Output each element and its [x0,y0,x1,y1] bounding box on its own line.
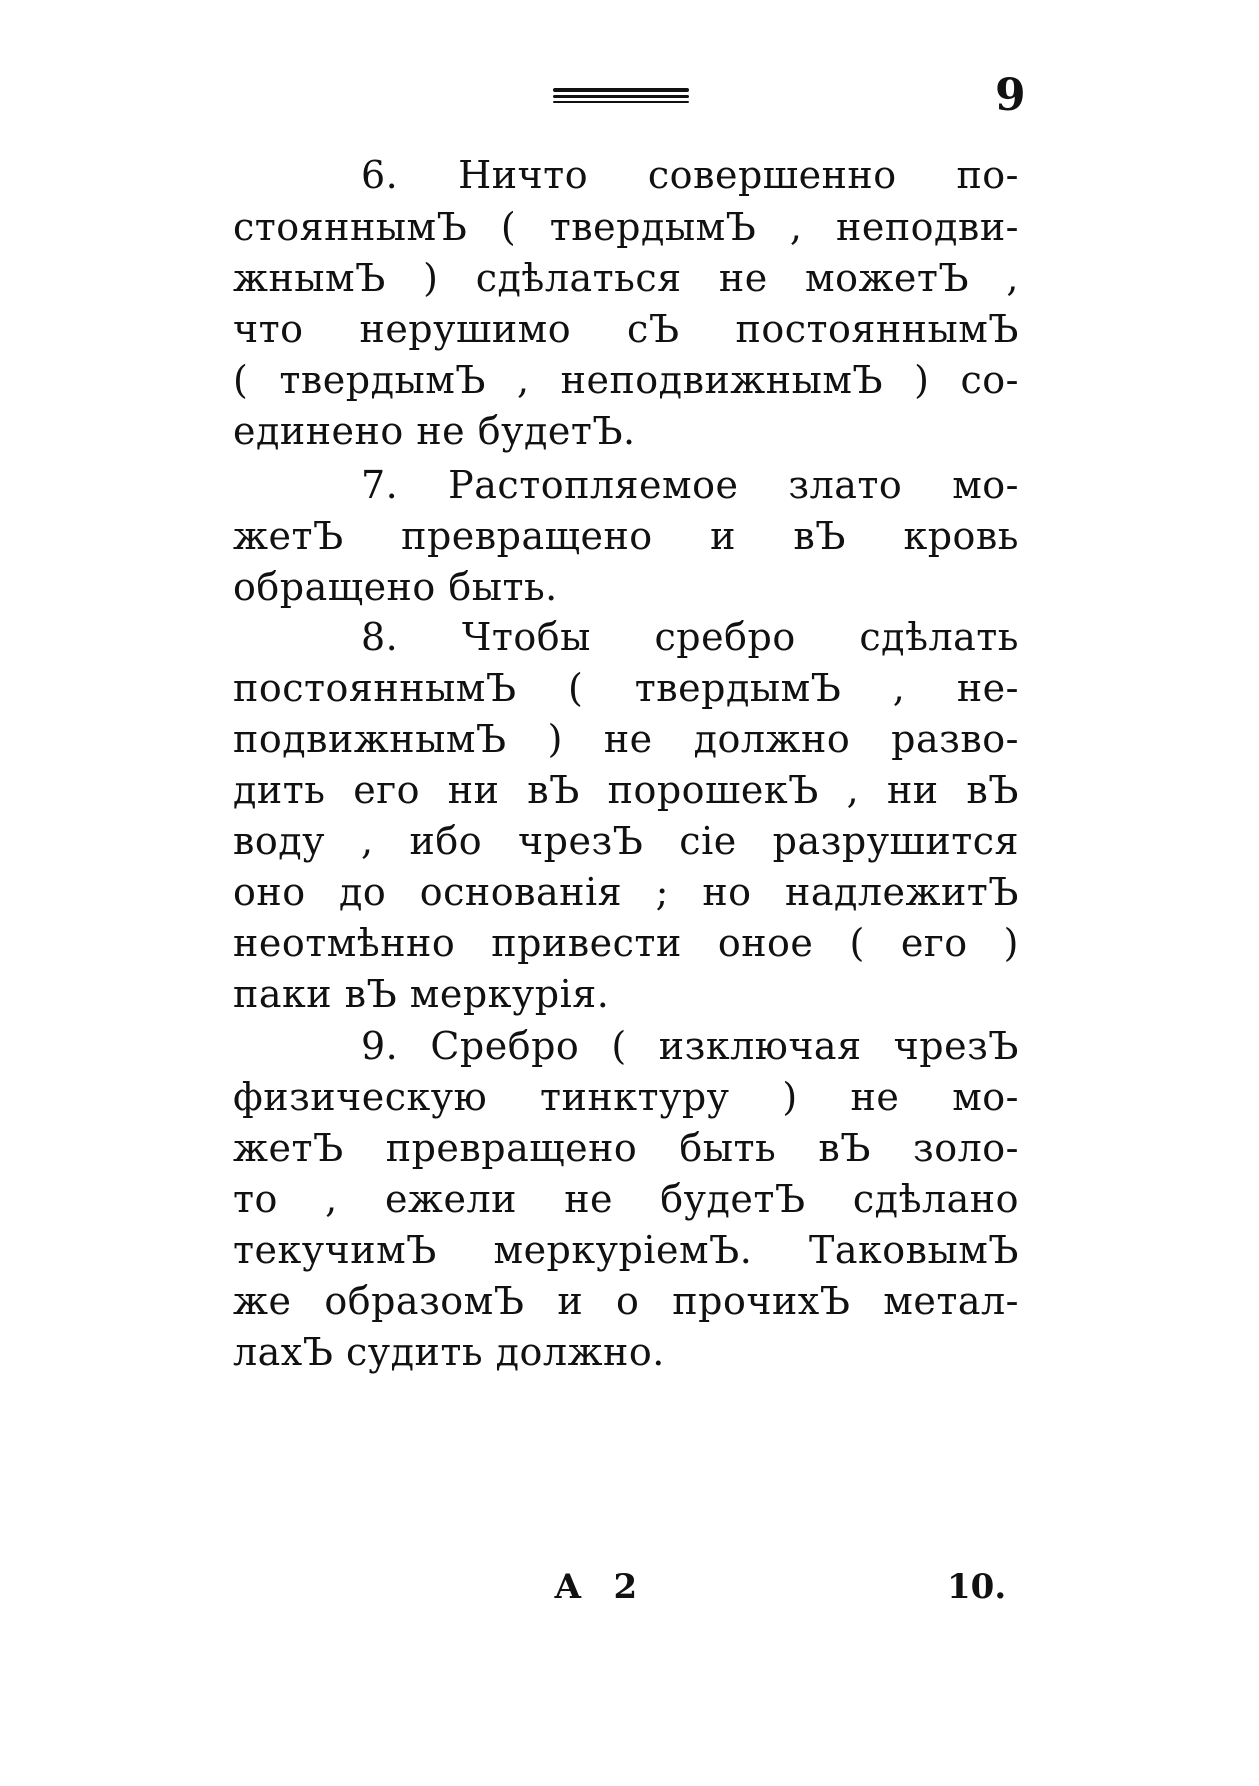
text-line: дить его ни вЪ порошекЪ , ни вЪ [233,768,1019,812]
text-line: жетЪ превращено и вЪ кровь [233,514,1019,558]
text-line: лахЪ судить должно. [233,1330,665,1374]
text-line: ( твердымЪ , неподвижнымЪ ) со- [233,358,1019,402]
text-line: что нерушимо сЪ постояннымЪ [233,307,1019,351]
page-number: 9 [995,70,1026,121]
header-ornament-rule [553,88,689,106]
catchword: 10. [947,1567,1007,1607]
text-line: паки вЪ меркурія. [233,972,610,1016]
text-line: 7. Растопляемое злато мо- [361,463,1019,507]
text-line: обращено быть. [233,565,558,609]
text-line: 8. Чтобы сребро сдѣлать [361,615,1019,659]
text-line: неотмѣнно привести оное ( его ) [233,921,1019,965]
text-line: жнымЪ ) сдѣлаться не можетЪ , [233,256,1019,300]
signature-mark: А 2 [554,1567,648,1607]
text-line: стояннымЪ ( твердымЪ , неподви- [233,205,1019,249]
text-line: оно до основанія ; но надлежитЪ [233,870,1019,914]
text-line: жетЪ превращено быть вЪ золо- [233,1126,1019,1170]
text-line: единено не будетЪ. [233,409,636,453]
text-line: воду , ибо чрезЪ сіе разрушится [233,819,1019,863]
text-line: физическую тинктуру ) не мо- [233,1075,1019,1119]
text-line: 6. Ничто совершенно по- [361,153,1019,197]
text-line: же образомЪ и о прочихЪ метал- [233,1279,1019,1323]
text-line: 9. Сребро ( изключая чрезЪ [361,1024,1019,1068]
text-line: то , ежели не будетЪ сдѣлано [233,1177,1019,1221]
text-line: текучимЪ меркуріемЪ. ТаковымЪ [233,1228,1019,1272]
text-line: постояннымЪ ( твердымЪ , не- [233,666,1019,710]
text-line: подвижнымЪ ) не должно разво- [233,717,1019,761]
